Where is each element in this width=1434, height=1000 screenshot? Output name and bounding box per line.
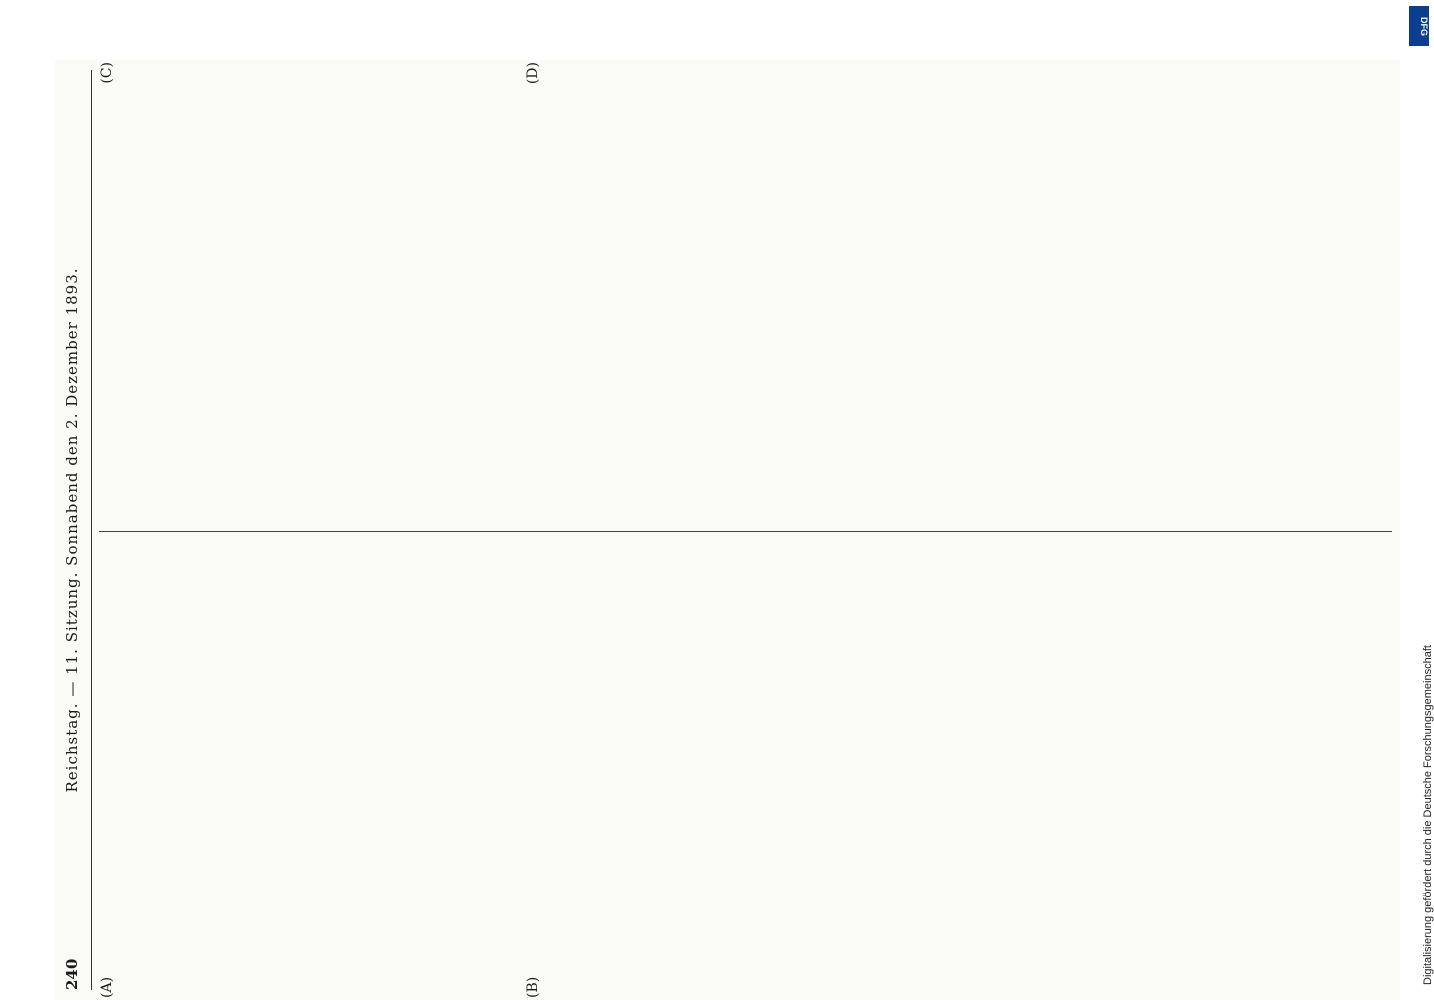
header-rule [91,70,92,990]
digitization-note: Digitalisierung gefördert durch die Deutsche Forschungsgemeinschaft [1422,645,1434,985]
margin-marker-b: (B) [525,976,541,998]
margin-marker-c: (C) [99,62,115,84]
dfg-logo: DFG [1409,6,1429,46]
running-head-title: Reichstag. — 11. Sitzung. Sonnabend den 2. Dezember 1893. [63,267,81,793]
right-column-text [99,80,1392,520]
page-number: 240 [63,958,81,990]
left-column-text [99,540,1392,980]
scanned-page [55,60,1400,1000]
margin-marker-d: (D) [525,62,541,85]
margin-marker-a: (A) [99,976,115,998]
running-head [63,70,87,990]
column-divider [99,531,1392,532]
